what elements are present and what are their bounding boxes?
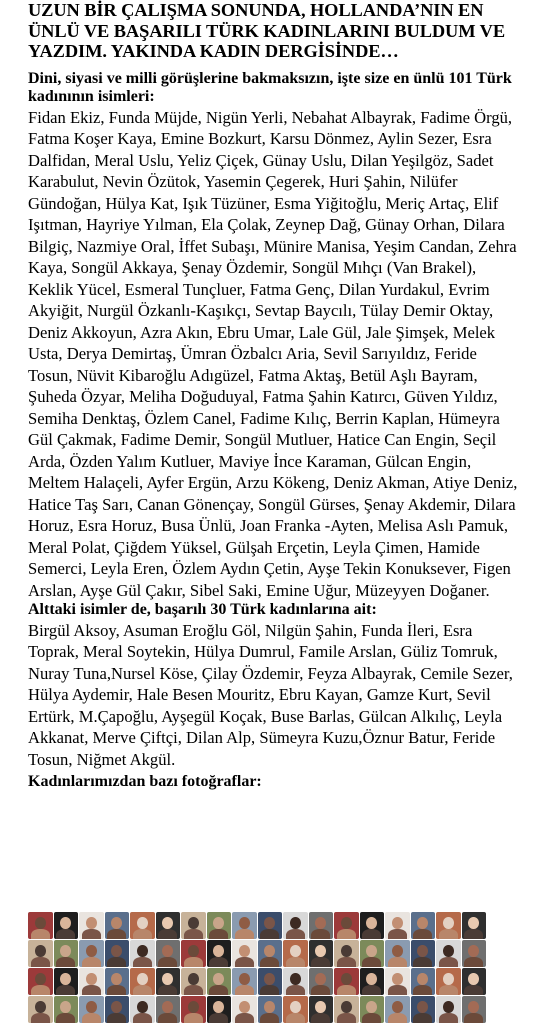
- photo-thumbnail: [156, 912, 181, 939]
- section1-names: Fidan Ekiz, Funda Müjde, Nigün Yerli, Nebahat Albayrak, Fadime Örgü, Fatma Koşer Kaya, Emine Bozkurt, Karsu Dönmez, Aylin Sezer, Esra Dalfidan, Meral Uslu, Yeliz Çiçek, Günay Uslu, Dilan Yeşilgöz, Sadet Karabulut, Nevin Özütok, Yasemin Çegerek, Huri Şahin, Nilüfer Gündoğan, Hülya Kat, Işık Tüzüner, Esma Yiğitoğlu, Meriç Artaç, Elif Işıtman, Hayriye Yılman, Ela Çolak, Zeynep Dağ, Günay Orhan, Dilara Bilgiç, Nazmiye Oral, İffet Subaşı, Münire Manisa, Yeşim Candan, Zehra Kaya, Songül Akkaya, Şenay Özdemir, Songül Mıhçı (Van Brakel), Keklik Yücel, Esmeral Tunçluer, Fatma Genç, Dilan Yurdakul, Evrim Akyiğit, Nurgül Özkanlı-Kaşıkçı, Sevtap Baycılı, Tülay Demir Oktay, Deniz Akkoyun, Azra Akın, Ebru Umar, Lale Gül, Jale Şimşek, Melek Usta, Derya Demirtaş, Ümran Özbalcı Aria, Sevil Sarıyıldız, Feride Tosun, Nüvit Kibaroğlu Adıgüzel, Fatma Aktaş, Betül Aşlı Bayram, Şuheda Özyar, Meliha Doğuduyal, Fatma Şahin Katırcı, Güven Yıldız, Semiha Denktaş, Özlem Canel, Fadime Kılıç, Berrin Kaplan, Hümeyra Gül Çakmak, Fadime Demir, Songül Mutluer, Hatice Can Engin, Seçil Arda, Özden Yalım Kutluer, Maviye İnce Karaman, Gülcan Engin, Meltem Halaçeli, Ayfer Ergün, Arzu Kökeng, Deniz Akman, Atiye Deniz, Hatice Taş Sarı, Canan Gönençay, Songül Gürses, Şenay Akdemir, Dilara Horuz, Esra Horuz, Busa Ünlü, Joan Franka -Ayten, Melisa Aslı Pamuk, Meral Polat, Çiğdem Yüksel, Gülşah Erçetin, Leyla Çimen, Hamide Semerci, Leyla Eren, Özlem Aydın Çetin, Ayşe Tekin Konuksever, Figen Arslan, Ayşe Gül Çakır, Sibel Saki, Emine Uğur, Müzeyyen Doğaner.: [28, 107, 518, 600]
- photo-thumbnail: [360, 940, 385, 967]
- photo-thumbnail: [105, 912, 130, 939]
- photo-thumbnail: [232, 912, 257, 939]
- photo-thumbnail: [181, 996, 206, 1023]
- photo-thumbnail: [385, 912, 410, 939]
- photo-thumbnail: [130, 968, 155, 995]
- photo-thumbnail: [411, 912, 436, 939]
- photo-thumbnail: [436, 912, 461, 939]
- photo-thumbnail: [79, 996, 104, 1023]
- section2-names: Birgül Aksoy, Asuman Eroğlu Göl, Nilgün Şahin, Funda İleri, Esra Toprak, Meral Soytekin, Hülya Dumrul, Famile Arslan, Güliz Tomruk, Nuray Tuna,Nursel Köse, Çilay Özdemir, Feyza Albayrak, Cemile Sezer, Hülya Aydemir, Hale Besen Mouritz, Ebru Kayan, Gamze Kurt, Sevil Ertürk, M.Çapoğlu, Ayşegül Koçak, Buse Barlas, Gülcan Alkılıç, Leyla Akkanat, Merve Çiftçi, Dilan Alp, Sümeyra Kuzu,Öznur Batur, Feride Tosun, Niğmet Akgül.: [28, 620, 513, 769]
- photo-thumbnail: [105, 940, 130, 967]
- photo-thumbnail: [385, 940, 410, 967]
- photo-thumbnail: [462, 940, 487, 967]
- photo-thumbnail: [28, 996, 53, 1023]
- photo-thumbnail: [130, 912, 155, 939]
- photo-thumbnail: [181, 940, 206, 967]
- photo-thumbnail: [258, 996, 283, 1023]
- photo-thumbnail: [130, 940, 155, 967]
- photo-thumbnail: [207, 912, 232, 939]
- photo-thumbnail: [360, 996, 385, 1023]
- photo-thumbnail: [207, 940, 232, 967]
- photo-thumbnail: [334, 996, 359, 1023]
- photo-thumbnail: [385, 996, 410, 1023]
- photo-thumbnail: [258, 912, 283, 939]
- photo-thumbnail: [334, 912, 359, 939]
- photo-thumbnail: [283, 968, 308, 995]
- photo-thumbnail: [334, 968, 359, 995]
- photo-thumbnail: [54, 912, 79, 939]
- photo-thumbnail: [283, 996, 308, 1023]
- photo-thumbnail: [54, 940, 79, 967]
- headline: UZUN BİR ÇALIŞMA SONUNDA, HOLLANDA’NIN EN ÜNLÜ VE BAŞARILI TÜRK KADINLARINI BULDUM VE YAZDIM. YAKINDA KADIN DERGİSİNDE…: [28, 0, 506, 61]
- section2-heading: Alttaki isimler de, başarılı 30 Türk kadınlarına ait:: [28, 601, 377, 618]
- photo-thumbnail: [309, 996, 334, 1023]
- photo-thumbnail: [385, 968, 410, 995]
- photo-thumbnail: [105, 968, 130, 995]
- photo-thumbnail: [436, 968, 461, 995]
- photo-thumbnail: [462, 968, 487, 995]
- photo-thumbnail: [130, 996, 155, 1023]
- photo-collage: [28, 912, 486, 1022]
- section1-heading: Dini, siyasi ve milli görüşlerine bakmaksızın, işte size en ünlü 101 Türk kadınının isimleri:: [28, 69, 512, 105]
- photo-thumbnail: [232, 940, 257, 967]
- photo-thumbnail: [309, 940, 334, 967]
- photo-thumbnail: [309, 912, 334, 939]
- photo-thumbnail: [436, 996, 461, 1023]
- photo-thumbnail: [28, 912, 53, 939]
- photo-thumbnail: [181, 968, 206, 995]
- photo-thumbnail: [54, 968, 79, 995]
- photo-thumbnail: [232, 968, 257, 995]
- photo-thumbnail: [156, 996, 181, 1023]
- photos-heading: Kadınlarımızdan bazı fotoğraflar:: [28, 773, 262, 790]
- photo-thumbnail: [258, 940, 283, 967]
- photo-thumbnail: [79, 940, 104, 967]
- photo-thumbnail: [334, 940, 359, 967]
- photo-thumbnail: [462, 912, 487, 939]
- photo-thumbnail: [54, 996, 79, 1023]
- photo-thumbnail: [283, 940, 308, 967]
- photo-thumbnail: [156, 940, 181, 967]
- photo-thumbnail: [360, 912, 385, 939]
- photo-thumbnail: [462, 996, 487, 1023]
- photo-thumbnail: [232, 996, 257, 1023]
- photo-thumbnail: [181, 912, 206, 939]
- photo-thumbnail: [411, 996, 436, 1023]
- photo-thumbnail: [28, 968, 53, 995]
- photo-thumbnail: [360, 968, 385, 995]
- photo-thumbnail: [283, 912, 308, 939]
- photo-thumbnail: [79, 968, 104, 995]
- photo-thumbnail: [207, 968, 232, 995]
- photo-thumbnail: [28, 940, 53, 967]
- photo-thumbnail: [309, 968, 334, 995]
- photo-thumbnail: [79, 912, 104, 939]
- photo-thumbnail: [105, 996, 130, 1023]
- photo-thumbnail: [411, 940, 436, 967]
- photo-thumbnail: [436, 940, 461, 967]
- photo-thumbnail: [156, 968, 181, 995]
- photo-thumbnail: [411, 968, 436, 995]
- photo-thumbnail: [258, 968, 283, 995]
- photo-thumbnail: [207, 996, 232, 1023]
